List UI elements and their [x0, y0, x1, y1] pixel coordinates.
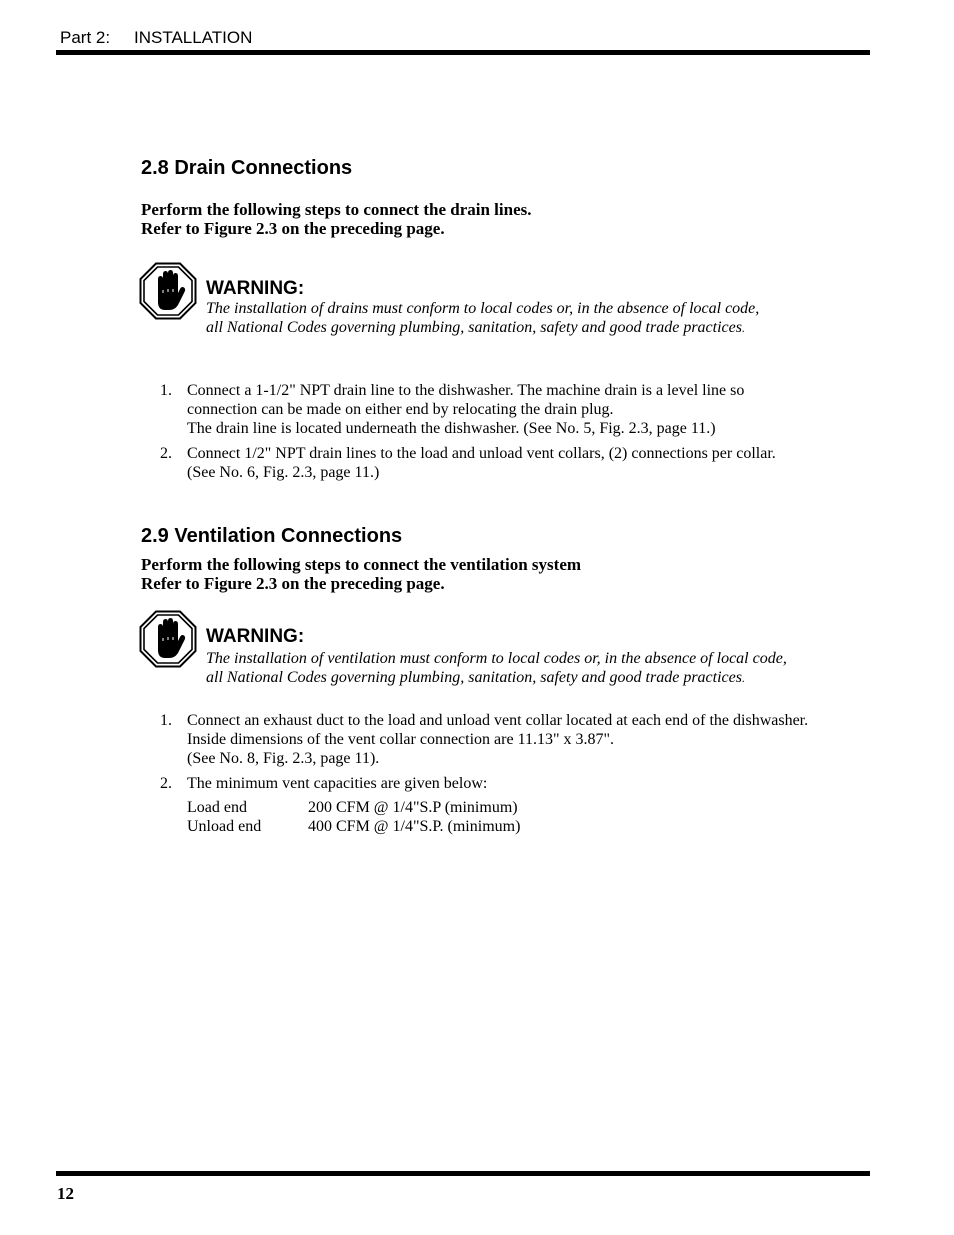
vent-capacity-table: [187, 798, 520, 836]
ventilation-intro-line: Refer to Figure 2.3 on the preceding page.: [141, 574, 445, 593]
footer-rule: [56, 1171, 870, 1176]
warning-title: WARNING:: [206, 278, 305, 299]
warning-line: The installation of ventilation must conform to local codes or, in the absence of local code,: [206, 650, 787, 667]
running-header: [60, 28, 252, 48]
step-line: The drain line is located underneath the dishwasher. (See No. 5, Fig. 2.3, page 11.): [187, 420, 716, 437]
section-title-drain: 2.8 Drain Connections: [141, 157, 353, 179]
ventilation-steps: [160, 711, 870, 799]
header-title: INSTALLATION: [134, 28, 253, 47]
warning-text: [206, 299, 759, 338]
warning-text: [206, 649, 787, 688]
step-item: [160, 774, 870, 793]
ventilation-intro-line: Perform the following steps to connect the ventilation system: [141, 555, 582, 574]
step-line: Connect an exhaust duct to the load and unload vent collar located at each end of the dishwasher.: [187, 712, 809, 729]
step-item: [160, 444, 860, 482]
step-line: (See No. 8, Fig. 2.3, page 11).: [187, 750, 380, 767]
vent-capacity-row: [187, 798, 520, 817]
ventilation-intro: [141, 555, 581, 593]
stop-hand-icon: [139, 610, 197, 668]
drain-steps: [160, 381, 860, 488]
step-item: [160, 381, 860, 438]
drain-intro: [141, 200, 531, 238]
step-line: (See No. 6, Fig. 2.3, page 11.): [187, 464, 380, 481]
stop-hand-icon: [139, 262, 197, 320]
warning-end: .: [741, 671, 745, 685]
step-line: Connect 1/2" NPT drain lines to the load and unload vent collars, (2) connections per collar.: [187, 445, 776, 462]
step-line: Connect a 1-1/2" NPT drain line to the dishwasher. The machine drain is a level line so: [187, 382, 745, 399]
step-number: 2.: [160, 775, 172, 792]
step-line: The minimum vent capacities are given below:: [187, 775, 488, 792]
warning-line: The installation of drains must conform to local codes or, in the absence of local code,: [206, 300, 760, 317]
vent-value: 200 CFM @ 1/4"S.P (minimum): [308, 799, 518, 816]
page-number: 12: [57, 1184, 74, 1203]
warning-title: WARNING:: [206, 626, 305, 647]
vent-capacity-row: [187, 817, 520, 836]
header-part: Part 2:: [60, 28, 111, 47]
warning-line: all National Codes governing plumbing, sanitation, safety and good trade practices: [206, 319, 742, 336]
drain-intro-line: Refer to Figure 2.3 on the preceding page.: [141, 219, 445, 238]
step-number: 1.: [160, 382, 172, 399]
header-rule: [56, 50, 870, 55]
section-title-ventilation: 2.9 Ventilation Connections: [141, 525, 403, 547]
drain-intro-line: Perform the following steps to connect the drain lines.: [141, 200, 532, 219]
step-number: 1.: [160, 712, 172, 729]
step-line: connection can be made on either end by relocating the drain plug.: [187, 401, 614, 418]
step-item: [160, 711, 870, 768]
vent-location: Load end: [187, 799, 247, 816]
step-number: 2.: [160, 445, 172, 462]
vent-location: Unload end: [187, 818, 262, 835]
warning-line: all National Codes governing plumbing, sanitation, safety and good trade practices: [206, 669, 742, 686]
warning-end: .: [741, 321, 745, 335]
vent-value: 400 CFM @ 1/4"S.P. (minimum): [308, 818, 521, 835]
step-line: Inside dimensions of the vent collar connection are 11.13" x 3.87".: [187, 731, 615, 748]
